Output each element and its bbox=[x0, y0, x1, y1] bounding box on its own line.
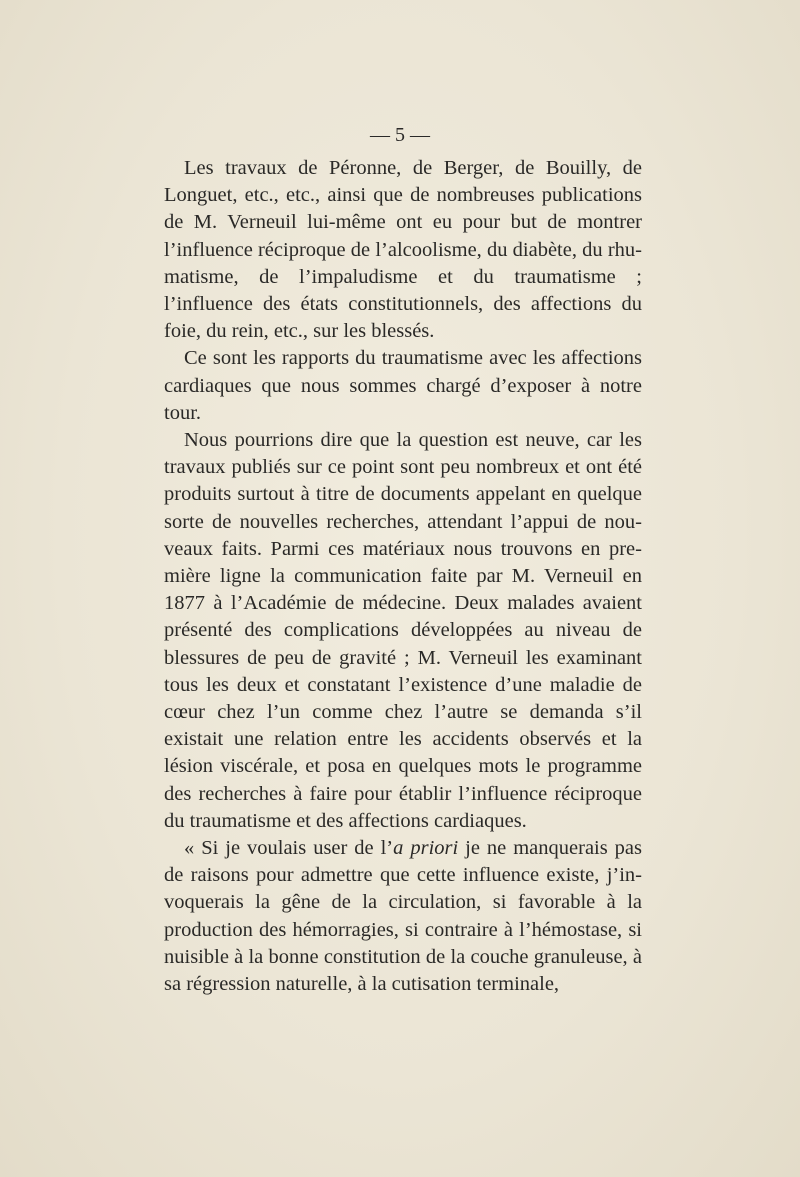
body-text bbox=[164, 155, 642, 998]
italic-phrase: a priori bbox=[393, 837, 459, 860]
paragraph-4-rest: je ne manquerais pas de raisons pour admettre que cette influence existe, j’invoquerais la gêne de la circulation, si favorable à la production des hémorragies, si contraire à l’hémostase, si nuisible à la bonne constitution de la couche granuleuse, à sa régression naturelle, à la cutisation terminale, bbox=[164, 837, 642, 996]
paragraph-2: Ce sont les rapports du traumatisme avec les affections cardiaques que nous sommes chargé d’exposer à notre tour. bbox=[164, 347, 642, 424]
page-number: — 5 — bbox=[370, 124, 430, 146]
paragraph-3: Nous pourrions dire que la question est neuve, car les travaux publiés sur ce point sont peu nombreux et ont été produits surtout à titre de documents appelant en quelque sorte de nouvelles recherches, attendant l’appui de nouveaux faits. Parmi ces matériaux nous trouvons en première ligne la communication faite par M. Verneuil en 1877 à l’Académie de médecine. Deux malades avaient présenté des complications développées au niveau de blessures de peu de gravité ; M. Verneuil les examinant tous les deux et constatant l’existence d’une maladie de cœur chez l’un comme chez l’autre se demanda s’il existait une relation entre les accidents observés et la lésion viscérale, et posa en quelques mots le programme des recherches à faire pour établir l’influence réciproque du traumatisme et des affections cardiaques. bbox=[164, 429, 642, 832]
paragraph-4-start: « Si je voulais user de l’ bbox=[184, 837, 394, 860]
paragraph-1: Les travaux de Péronne, de Berger, de Bouilly, de Longuet, etc., etc., ainsi que de nombreuses publications de M. Verneuil lui-même ont eu pour but de montrer l’influence réciproque de l’alcoolisme, du diabète, du rhumatisme, de l’impaludisme et du traumatisme ; l’influence des états constitutionnels, des affections du foie, du rein, etc., sur les blessés. bbox=[164, 157, 642, 343]
paragraph-4 bbox=[164, 835, 642, 998]
